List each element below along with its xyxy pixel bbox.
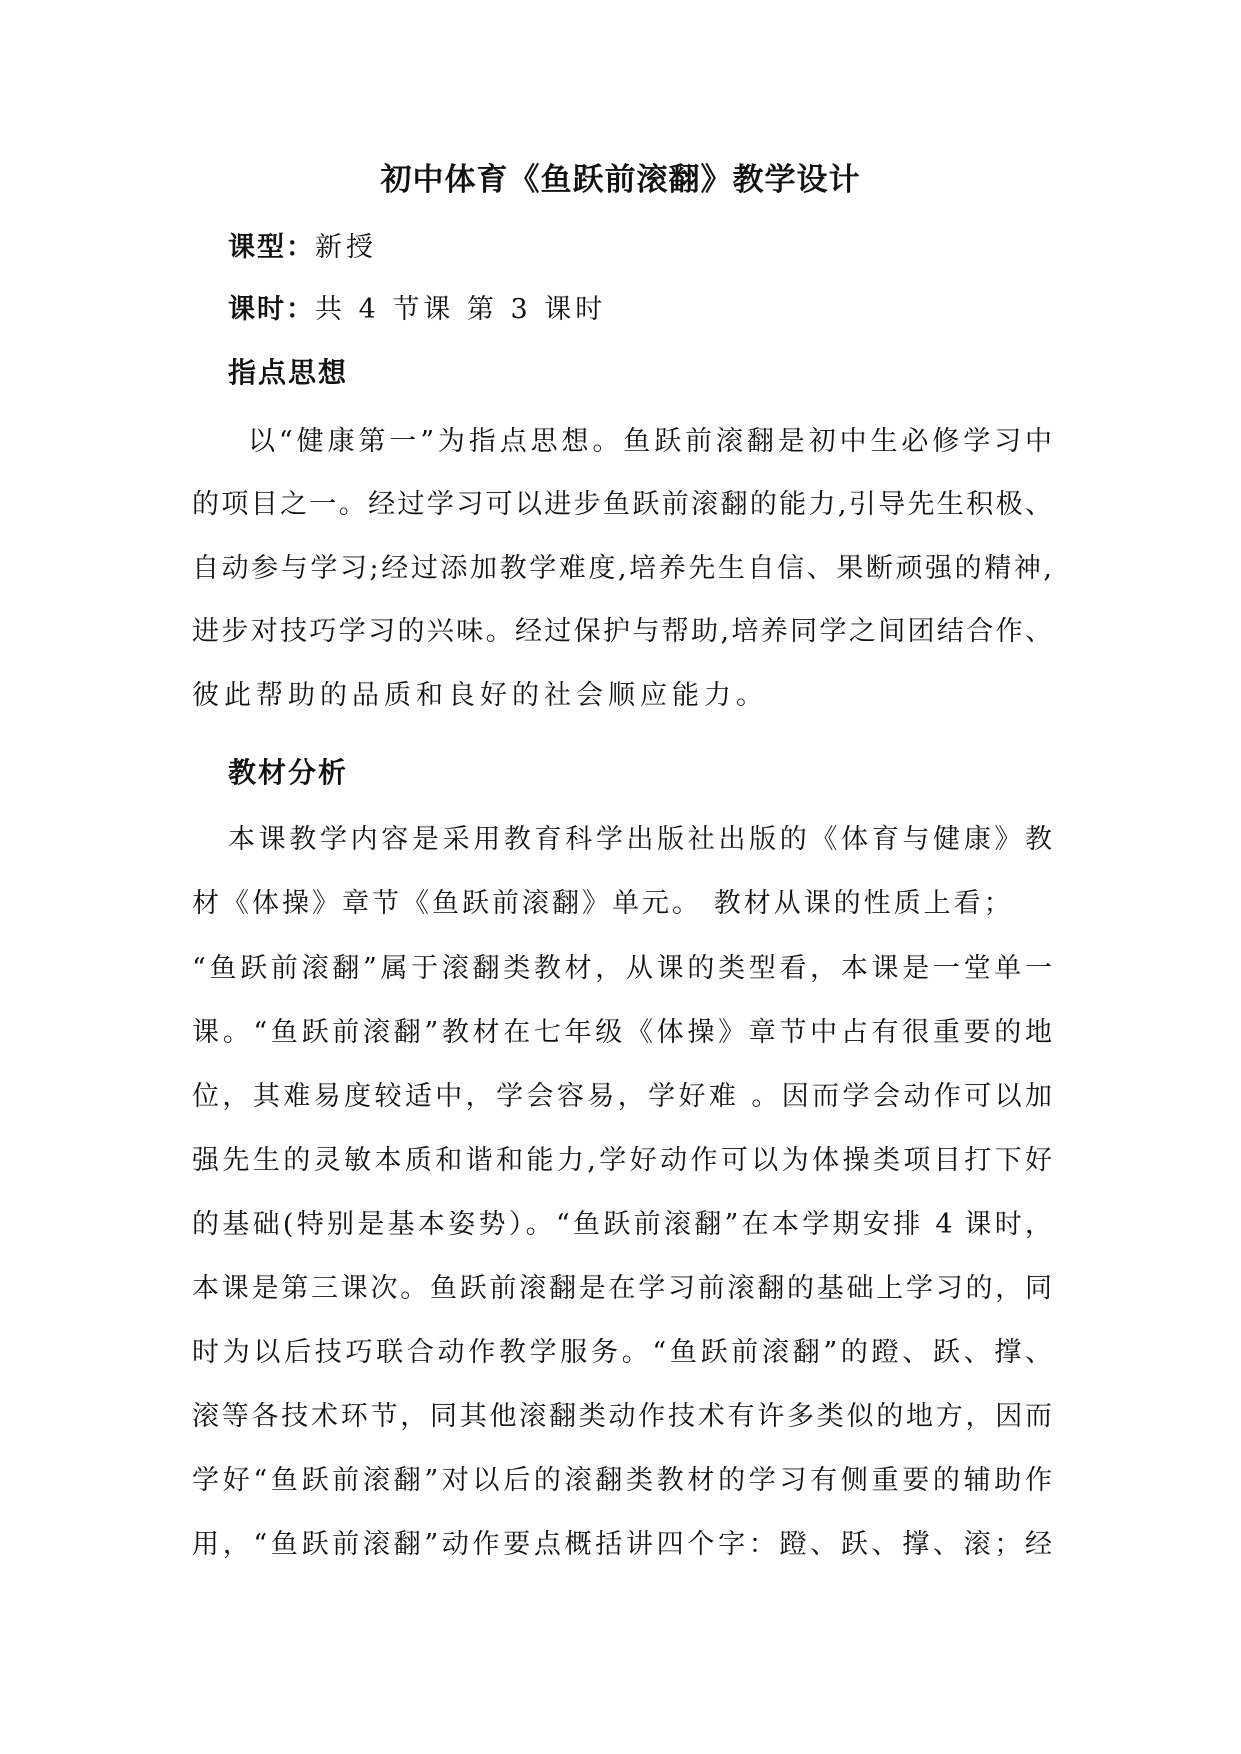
lesson-period-row xyxy=(228,292,1088,328)
paragraph-line: 时为以后技巧联合动作教学服务。“鱼跃前滚翻”的蹬、跃、撑、 xyxy=(192,1337,1052,1368)
paragraph-line: 以“健康第一”为指点思想。鱼跃前滚翻是初中生必修学习中 xyxy=(248,426,1052,457)
paragraph-line: 用，“鱼跃前滚翻”动作要点概括讲四个字：蹬、跃、撑、滚；经 xyxy=(192,1529,1052,1560)
lesson-period-label: 课时： xyxy=(228,294,315,325)
lesson-type-label: 课型： xyxy=(228,232,315,263)
document-title: 初中体育《鱼跃前滚翻》教学设计 xyxy=(380,162,861,198)
paragraph-line: 本课是第三课次。鱼跃前滚翻是在学习前滚翻的基础上学习的，同 xyxy=(192,1273,1052,1304)
section-heading-guiding-thought: 指点思想 xyxy=(228,356,349,389)
paragraph-line: 进步对技巧学习的兴味。经过保护与帮助,培养同学之间团结合作、 xyxy=(192,616,1052,647)
section-heading-material-analysis: 教材分析 xyxy=(228,756,349,789)
paragraph-line: 强先生的灵敏本质和谐和能力,学好动作可以为体操类项目打下好 xyxy=(192,1145,1052,1176)
lesson-type-value: 新授 xyxy=(315,232,377,263)
paragraph-line: 滚等各技术环节，同其他滚翻类动作技术有许多类似的地方，因而 xyxy=(192,1401,1052,1432)
paragraph-line: 的基础(特别是基本姿势）。“鱼跃前滚翻”在本学期安排 4 课时， xyxy=(192,1209,1052,1240)
paragraph-line: “鱼跃前滚翻”属于滚翻类教材，从课的类型看，本课是一堂单一 xyxy=(192,953,1052,984)
paragraph-line: 课。“鱼跃前滚翻”教材在七年级《体操》章节中占有很重要的地 xyxy=(192,1017,1052,1048)
paragraph-line: 自动参与学习;经过添加教学难度,培养先生自信、果断顽强的精神, xyxy=(192,553,1052,584)
paragraph-line: 彼此帮助的品质和良好的社会顺应能力。 xyxy=(192,680,768,711)
paragraph-line: 学好“鱼跃前滚翻”对以后的滚翻类教材的学习有侧重要的辅助作 xyxy=(192,1465,1052,1496)
paragraph-line: 的项目之一。经过学习可以进步鱼跃前滚翻的能力,引导先生积极、 xyxy=(192,489,1052,520)
paragraph-line: 材《体操》章节《鱼跃前滚翻》单元。 教材从课的性质上看； xyxy=(192,888,1014,919)
lesson-type-row xyxy=(228,230,1088,266)
paragraph-line: 本课教学内容是采用教育科学出版社出版的《体育与健康》教 xyxy=(228,824,1052,855)
lesson-period-value: 共 4 节课 第 3 课时 xyxy=(315,294,607,325)
paragraph-line: 位，其难易度较适中，学会容易，学好难 。因而学会动作可以加 xyxy=(192,1081,1052,1112)
